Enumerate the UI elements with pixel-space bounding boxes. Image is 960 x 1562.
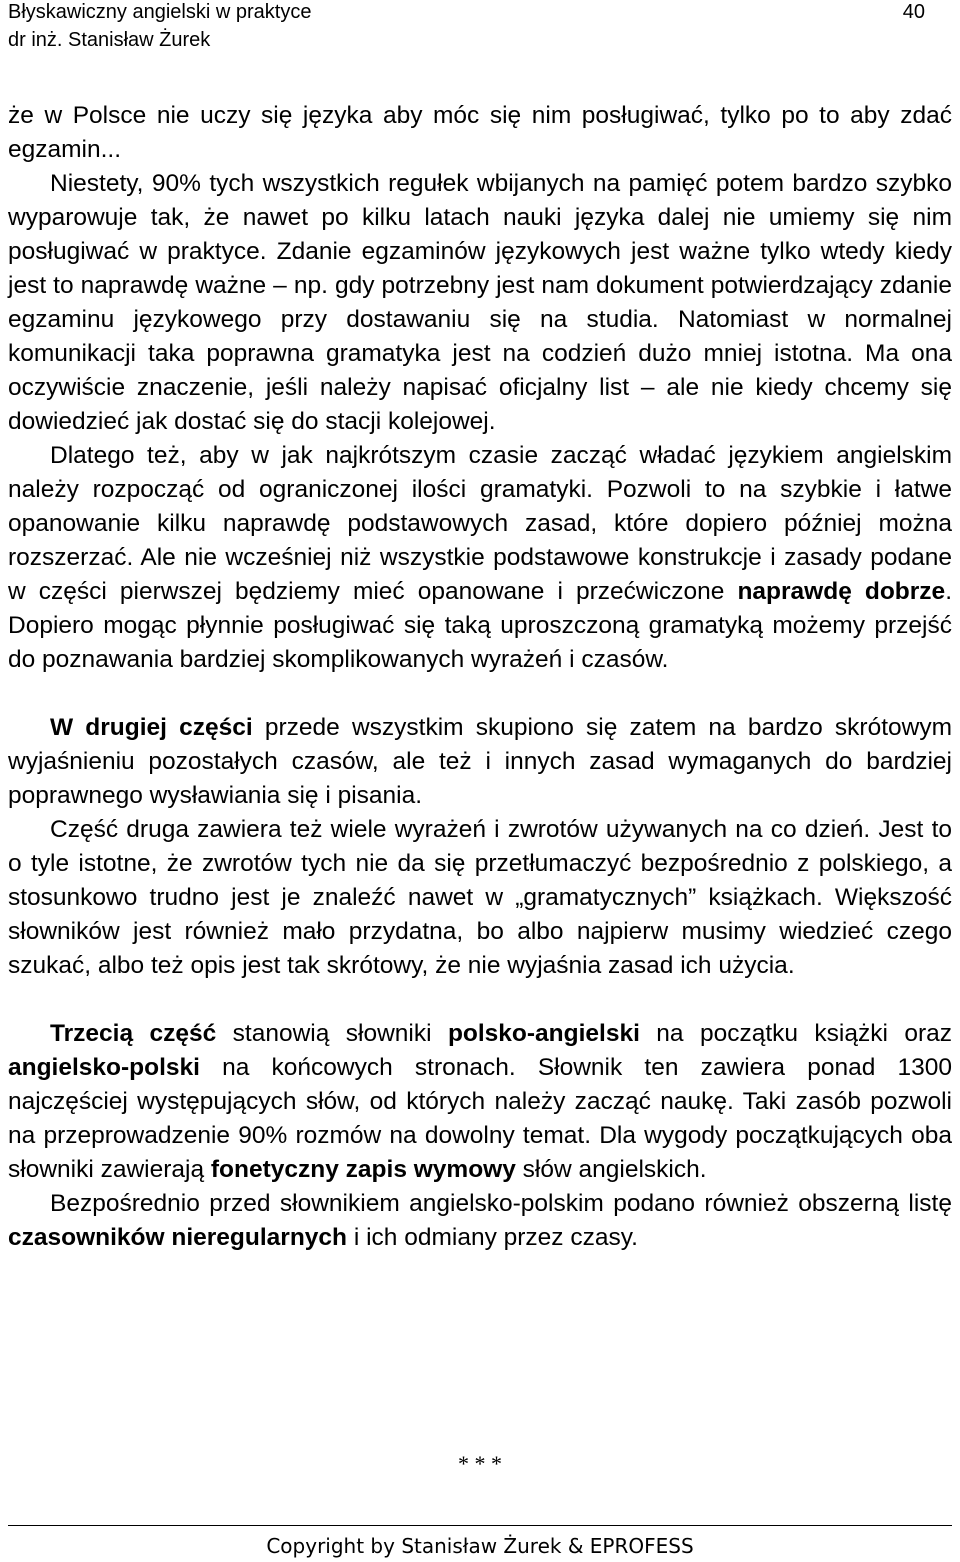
paragraph-2: Niestety, 90% tych wszystkich regułek wbijanych na pamięć potem bardzo szybko wyparowuje tak, że nawet po kilku latach nauki języka dalej nie umiemy się nim posługiwać w praktyce. Zdanie egzaminów językowych jest ważne tylko wtedy kiedy jest to naprawdę ważne – np. gdy potrzebny jest nam dokument potwierdzający zdanie egzaminu językowego przy dostawaniu się na studia. Natomiast w normalnej komunikacji taka poprawna gramatyka jest na codzień dużo mniej istotna. Ma ona oczywiście znaczenie, jeśli należy napisać oficjalny list – ale nie kiedy chcemy się dowiedzieć jak dostać się do stacji kolejowej. <box>8 170 952 435</box>
emphasis-czasowniki-nieregularne: czasowników nieregularnych <box>8 1224 348 1251</box>
book-title: Błyskawiczny angielski w praktyce <box>8 1 312 23</box>
paragraph-6: Trzecią część stanowią słowniki polsko-angielski na początku książki oraz angielsko-polski na końcowych stronach. Słownik ten zawiera ponad 1300 najczęściej występujących słów, od których należy zacząć naukę. Taki zasób pozwoli na przeprowadzenie 90% rozmów na dowolny temat. Dla wygody początkujących oba słowniki zawierają fonetyczny zapis wymowy słów angielskich. <box>8 1020 952 1183</box>
page-number: 40 <box>902 1 925 23</box>
paragraph-3: Dlatego też, aby w jak najkrótszym czasie zacząć władać językiem angielskim należy rozpocząć od ograniczonej ilości gramatyki. Pozwoli to na szybkie i łatwe opanowanie kilku naprawdę podstawowych zasad, które dopiero później można rozszerzać. Ale nie wcześniej niż wszystkie podstawowe konstrukcje i zasady podane w części pierwszej będziemy mieć opanowane i przećwiczone naprawdę dobrze. Dopiero mogąc płynnie posługiwać się taką uproszczoną gramatyką możemy przejść do poznawania bardziej skomplikowanych wyrażeń i czasów. <box>8 442 952 673</box>
emphasis-druga-czesc: W drugiej części <box>50 714 253 741</box>
section-separator: * * * <box>458 1451 502 1476</box>
copyright-footer: Copyright by Stanisław Żurek & EPROFESS <box>266 1534 694 1558</box>
paragraph-7: Bezpośrednio przed słownikiem angielsko-polskim podano również obszerną listę czasowników nieregularnych i ich odmiany przez czasy. <box>8 1190 952 1251</box>
page-body <box>8 99 952 1255</box>
paragraph-1: że w Polsce nie uczy się języka aby móc się nim posługiwać, tylko po to aby zdać egzamin... <box>8 102 952 163</box>
footer-divider <box>8 1525 952 1526</box>
emphasis-polsko-angielski: polsko-angielski <box>447 1020 640 1047</box>
paragraph-5: Część druga zawiera też wiele wyrażeń i zwrotów używanych na co dzień. Jest to o tyle istotne, że zwrotów tych nie da się przetłumaczyć bezpośrednio z polskiego, a stosunkowo trudno jest je znaleźć nawet w „gramatycznych” książkach. Większość słowników jest również mało przydatna, bo albo najpierw musimy wiedzieć czego szukać, albo też opis jest tak skrótowy, że nie wyjaśnia zasad ich użycia. <box>8 816 952 979</box>
emphasis-trzecia-czesc: Trzecią część <box>50 1020 217 1047</box>
paragraph-4: W drugiej części przede wszystkim skupiono się zatem na bardzo skrótowym wyjaśnieniu pozostałych czasów, ale też i innych zasad wymaganych do bardziej poprawnego wysławiania się i pisania. <box>8 714 953 809</box>
emphasis-fonetyczny-zapis: fonetyczny zapis wymowy <box>210 1156 516 1183</box>
author-name: dr inż. Stanisław Żurek <box>8 29 211 51</box>
emphasis-naprawde-dobrze: naprawdę dobrze <box>737 578 946 605</box>
emphasis-angielsko-polski: angielsko-polski <box>8 1054 200 1081</box>
